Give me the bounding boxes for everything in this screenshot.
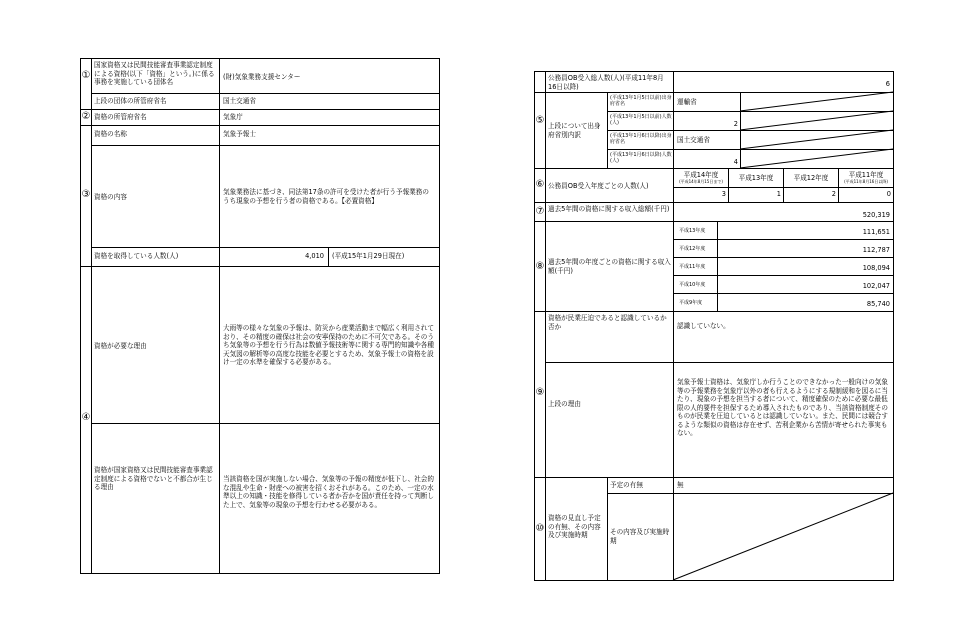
revenue-year-3: 平成11年度	[679, 264, 706, 270]
qualification-ministry-value: 気象庁	[223, 113, 243, 121]
revenue-yearly-label: 過去5年間の年度ごとの資格に関する収入額(千円)	[548, 258, 671, 275]
section-number-4: ④	[81, 412, 91, 423]
right-page	[534, 71, 894, 581]
ob-before-count-label: (平成13年1月5日以前)人数(人)	[610, 114, 672, 126]
ob-after-count-value: 4	[733, 158, 738, 166]
section-number-10: ⑩	[535, 523, 545, 534]
blank-cell-diagonals	[740, 92, 893, 168]
review-label: 資格の見直し予定の有無、その内容及び実施時期	[548, 514, 601, 539]
qualification-content-value: 気象業務法に基づき、同法第17条の許可を受けた者が行う予報業務のうち現象の予想を行う者の資格である。【必置資格】	[223, 188, 429, 205]
competition-reason-value: 気象予報士資格は、気象庁しか行うことのできなかった一般向けの気象等の予報業務を気象庁以外の者も行えるようにする規制緩和を図るに当たり、現象の予想を担当する者について、精度確保のために必要な最低限の人的要件を担保するため導入されたものであり、当該資格制度そのものが民業を圧迫しているとは認識していない。また、民間には競合するような類似の資格は存在せず、苦利企業から苦情が寄せられた事実もない。	[677, 378, 888, 437]
year-h12-value: 2	[831, 190, 836, 198]
review-detail-label: その内容及び実施時期	[610, 528, 670, 545]
ob-total-label: 公務員OB受入総人数(人)(平成11年8月16日以降)	[548, 74, 664, 91]
ob-after-ministry-value: 国土交通省	[677, 136, 710, 144]
ob-yearly-label: 公務員OB受入年度ごとの人数(人)	[548, 182, 649, 190]
year-h11-note: (平成11年8月16日以降)	[844, 179, 888, 184]
year-h13-value: 1	[776, 190, 781, 198]
competition-question-value: 認識していない。	[677, 322, 730, 330]
year-h14-note: (平成14年8月15日まで)	[679, 179, 723, 184]
inconvenience-reason-value: 当該資格を国が実施しない場合、気象等の予報の精度が低下し、社会的な混乱や生命・財産への被害を招くおそれがある。このため、一定の水準以上の知識・技能を修得している者か否かを国が責任を持って判断した上で、気象等の現象の予想を行わせる必要がある。	[223, 475, 434, 509]
section-number-5: ⑤	[535, 115, 545, 126]
section-number-1: ①	[81, 70, 91, 81]
revenue-total-value: 520,319	[862, 211, 890, 219]
section-number-7: ⑦	[535, 206, 545, 217]
year-h12-title: 平成12年度	[793, 174, 829, 182]
competition-reason-label: 上段の理由	[548, 400, 581, 408]
necessity-reason-value: 大雨等の様々な気象の予報は、防災から産業活動まで幅広く利用されており、その精度の確保は社会の安寧保持のために不可欠である。そのうち気象等の予想を行う行為は数値予報技術等に関する専門的知識や各種天気図の解析等の高度な技能を必要とするため、気象予報士の資格を設け一定の水準を確保する必要がある。	[223, 324, 434, 366]
competition-question-label: 資格が民業圧迫であると認識しているか否か	[548, 314, 667, 331]
qualification-name-label: 資格の名称	[94, 130, 127, 138]
necessity-reason-label: 資格が必要な理由	[94, 342, 147, 350]
review-plan-label: 予定の有無	[610, 481, 643, 489]
section-number-3: ③	[81, 189, 91, 200]
ob-before-count-value: 2	[733, 120, 738, 128]
year-h11-value: 0	[886, 190, 891, 198]
holder-count-label: 資格を取得している人数(人)	[94, 252, 179, 260]
year-h14-title: 平成14年度	[683, 171, 719, 179]
review-detail-blank-diagonal	[673, 493, 893, 580]
ob-before-ministry-value: 運輸省	[677, 98, 697, 106]
ob-before-ministry-label: (平成13年1月5日以前)出身府省名	[610, 95, 672, 107]
section-number-2: ②	[81, 111, 91, 122]
revenue-value-3: 108,094	[862, 264, 890, 272]
section-number-9: ⑨	[535, 387, 545, 398]
left-page	[80, 58, 440, 574]
revenue-value-5: 85,740	[866, 300, 890, 308]
section-number-6: ⑥	[535, 179, 545, 190]
revenue-total-label: 過去5年間の資格に関する収入総額(千円)	[548, 205, 670, 213]
qualification-ministry-label: 資格の所管府省名	[94, 113, 147, 121]
ob-total-value: 6	[885, 80, 890, 88]
revenue-year-2: 平成12年度	[679, 246, 706, 252]
revenue-value-2: 112,787	[862, 246, 890, 254]
ob-after-ministry-label: (平成13年1月6日以降)出身府省名	[610, 133, 672, 145]
revenue-value-1: 111,651	[862, 228, 890, 236]
revenue-year-5: 平成9年度	[679, 300, 703, 306]
review-plan-value: 無	[677, 481, 684, 489]
year-h14-value: 3	[721, 190, 726, 198]
organization-ministry-label: 上段の団体の所管府省名	[94, 97, 167, 105]
year-h11-title: 平成11年度	[848, 171, 884, 179]
organization-value: (財)気象業務支援センター	[223, 73, 301, 81]
organization-ministry-value: 国土交通省	[223, 97, 256, 105]
holder-count-value: 4,010	[305, 252, 324, 260]
revenue-year-4: 平成10年度	[679, 282, 706, 288]
ob-breakdown-label: 上段について出身府省別内訳	[548, 122, 601, 139]
qualification-name-value: 気象予報士	[223, 130, 256, 138]
revenue-year-1: 平成13年度	[679, 228, 706, 234]
organization-label: 国家資格又は民間技能審査事業認定制度による資格(以下「資格」という。)に係る事務を実施している団体名	[94, 61, 215, 86]
inconvenience-reason-label: 資格が国家資格又は民間技能審査事業認定制度による資格でないと不都合が生じる理由	[94, 466, 213, 491]
section-number-8: ⑧	[535, 261, 545, 272]
ob-after-count-label: (平成13年1月6日以降)人数(人)	[610, 152, 672, 164]
revenue-value-4: 102,047	[862, 282, 890, 290]
qualification-content-label: 資格の内容	[94, 193, 127, 201]
holder-count-date: (平成15年1月29日現在)	[332, 252, 405, 260]
year-h13-title: 平成13年度	[738, 174, 774, 182]
